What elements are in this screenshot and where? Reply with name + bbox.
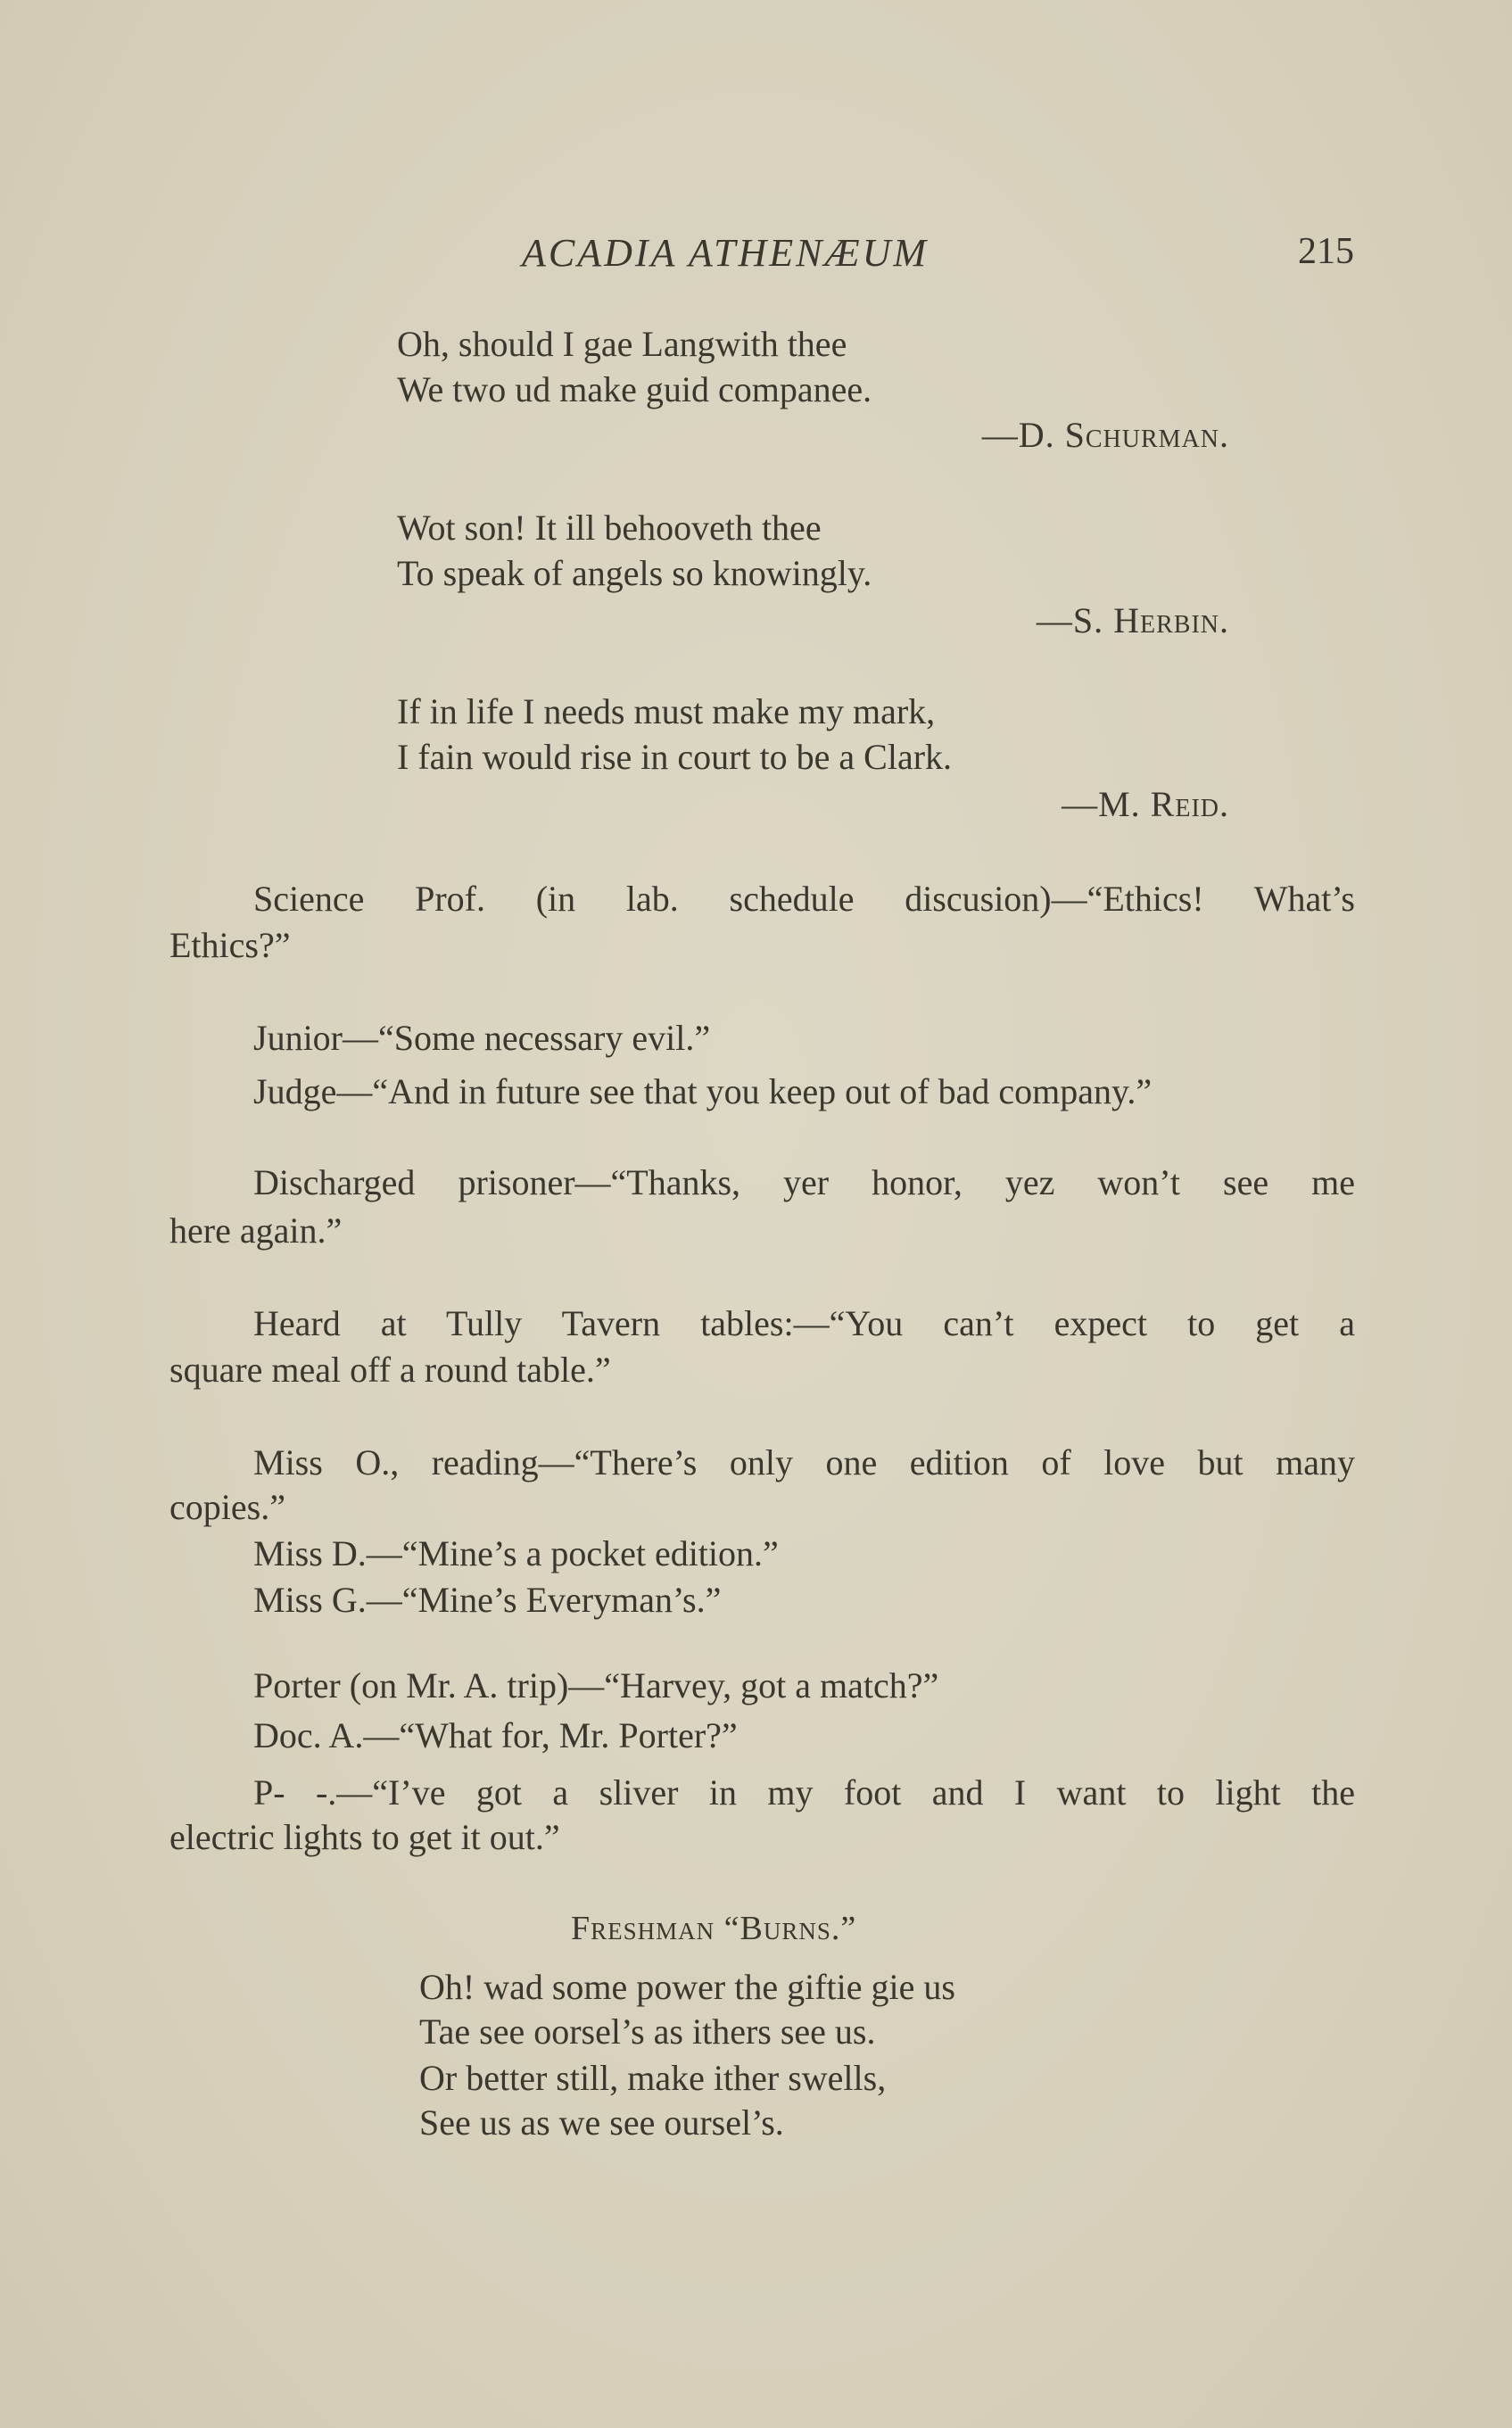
- poem-line-3: Or better still, make ither swells,: [419, 2058, 887, 2098]
- verse1-line-1: Oh, should I gae Langwith thee: [397, 324, 847, 364]
- poem-line-2: Tae see oorsel’s as ithers see us.: [419, 2011, 876, 2052]
- verse3-line-1: If in life I needs must make my mark,: [397, 691, 936, 731]
- joke-p-line-2: electric lights to get it out.”: [169, 1817, 560, 1857]
- poem-line-1: Oh! wad some power the giftie gie us: [419, 1967, 955, 2007]
- verse1-attribution: —D. Schurman.: [981, 415, 1229, 455]
- verse3-attribution: —M. Reid.: [1062, 784, 1229, 824]
- verse2-attribution: —S. Herbin.: [1036, 600, 1229, 640]
- joke-judge: Judge—“And in future see that you keep out of bad company.”: [253, 1071, 1153, 1111]
- poem-title: Freshman “Burns.”: [571, 1910, 857, 1947]
- running-header-title: ACADIA ATHENÆUM: [522, 231, 930, 275]
- joke-doc: Doc. A.—“What for, Mr. Porter?”: [253, 1715, 738, 1755]
- joke-porter: Porter (on Mr. A. trip)—“Harvey, got a match?”: [253, 1665, 939, 1705]
- joke-missd: Miss D.—“Mine’s a pocket edition.”: [253, 1533, 779, 1573]
- joke-misso-line-1: Miss O., reading—“There’s only one edition of love but many: [253, 1442, 1355, 1482]
- verse2-line-2: To speak of angels so knowingly.: [397, 553, 872, 593]
- joke-science-line-1: Science Prof. (in lab. schedule discusion)—“Ethics! What’s: [253, 879, 1355, 919]
- joke-misso-line-2: copies.”: [169, 1487, 285, 1527]
- joke-tully-line-1: Heard at Tully Tavern tables:—“You can’t expect to get a: [253, 1303, 1355, 1343]
- joke-prisoner-line-2: here again.”: [169, 1210, 343, 1251]
- page-number: 215: [1298, 231, 1354, 272]
- joke-p-line-1: P- -.—“I’ve got a sliver in my foot and I want to light the: [253, 1772, 1355, 1813]
- joke-missg: Miss G.—“Mine’s Everyman’s.”: [253, 1580, 722, 1620]
- verse1-line-2: We two ud make guid companee.: [397, 369, 872, 409]
- poem-line-4: See us as we see oursel’s.: [419, 2102, 784, 2143]
- joke-tully-line-2: square meal off a round table.”: [169, 1350, 611, 1390]
- joke-science-line-2: Ethics?”: [169, 925, 291, 965]
- verse2-line-1: Wot son! It ill behooveth thee: [397, 508, 822, 548]
- verse3-line-2: I fain would rise in court to be a Clark.: [397, 737, 953, 777]
- joke-junior: Junior—“Some necessary evil.”: [253, 1018, 711, 1058]
- joke-prisoner-line-1: Discharged prisoner—“Thanks, yer honor, yez won’t see me: [253, 1162, 1355, 1202]
